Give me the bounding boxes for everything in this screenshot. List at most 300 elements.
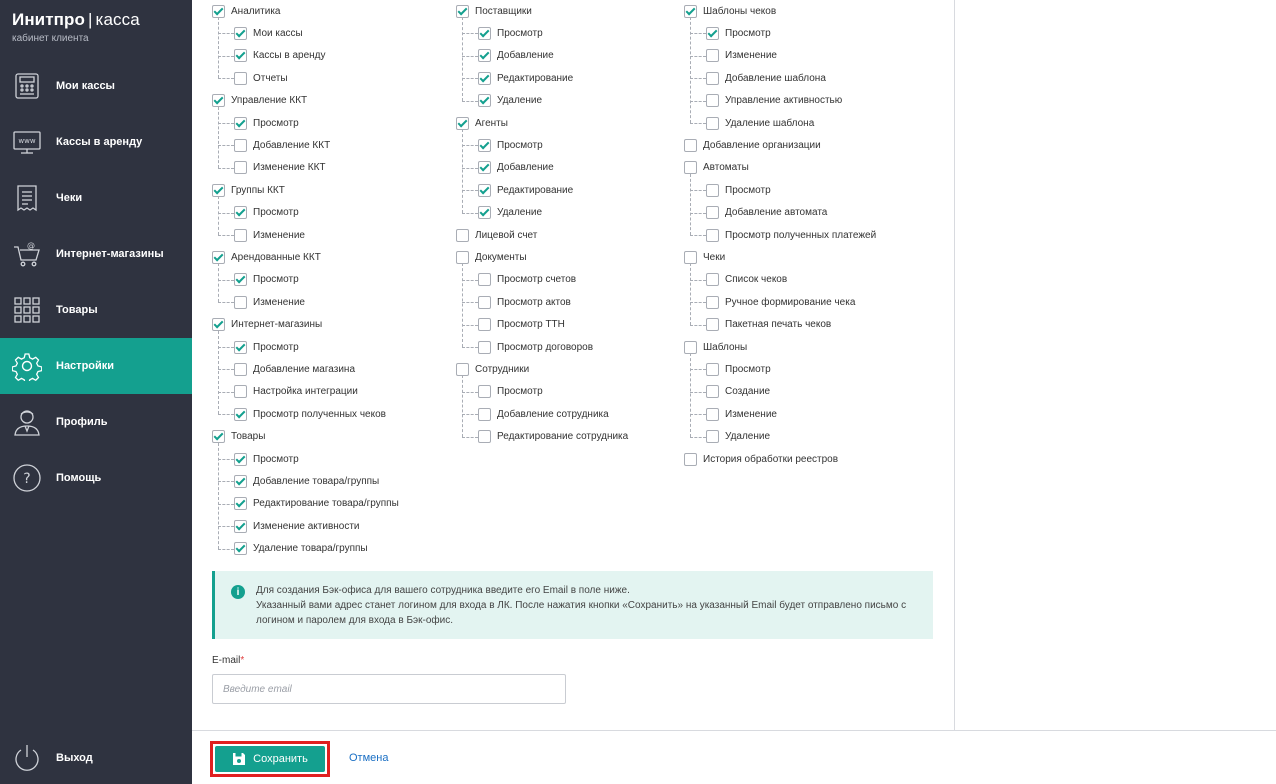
permission-checkbox-row[interactable] — [478, 134, 543, 156]
tree-branch — [218, 235, 234, 236]
permission-checkbox-row[interactable] — [478, 291, 571, 313]
permission-checkbox-row[interactable] — [234, 45, 326, 67]
permission-label: Ручное формирование чека — [725, 296, 856, 308]
cart-icon — [12, 239, 42, 269]
permission-label: Удаление шаблона — [725, 117, 815, 129]
checkbox[interactable] — [684, 251, 697, 264]
permission-checkbox-row[interactable] — [212, 426, 265, 448]
tree-branch — [690, 33, 706, 34]
permission-label: Редактирование товара/группы — [253, 498, 399, 510]
permission-label: Создание — [725, 386, 771, 398]
svg-text:www: www — [18, 137, 36, 145]
sidebar-item-online-stores[interactable] — [0, 226, 192, 282]
permission-checkbox-row[interactable] — [706, 269, 787, 291]
permission-checkbox-row[interactable] — [478, 90, 542, 112]
permission-label: Просмотр — [725, 184, 771, 196]
permission-checkbox-row[interactable] — [212, 179, 285, 201]
permission-checkbox-row[interactable] — [684, 0, 776, 22]
permission-checkbox-row[interactable] — [234, 134, 330, 156]
checkbox[interactable] — [212, 94, 225, 107]
permission-label: Удаление — [497, 95, 543, 107]
permission-checkbox-row[interactable] — [478, 336, 593, 358]
sidebar-item-settings[interactable] — [0, 338, 192, 394]
permission-checkbox-row[interactable] — [212, 246, 321, 268]
sidebar-item-label: Чеки — [56, 192, 83, 204]
permission-checkbox-row[interactable] — [706, 112, 814, 134]
permission-label: Шаблоны — [703, 341, 748, 353]
sidebar-item-label: Кассы в аренду — [56, 136, 143, 148]
svg-text:?: ? — [23, 471, 31, 487]
checkbox[interactable] — [456, 5, 469, 18]
power-icon — [12, 743, 42, 773]
permission-checkbox-row[interactable] — [478, 426, 628, 448]
tree-branch — [690, 280, 706, 281]
permission-checkbox-row[interactable] — [234, 448, 299, 470]
checkbox[interactable] — [212, 251, 225, 264]
sidebar-item-profile[interactable] — [0, 394, 192, 450]
tree-connector — [218, 331, 219, 415]
permission-checkbox-row[interactable] — [234, 381, 358, 403]
permission-label: Товары — [231, 431, 266, 443]
permission-label: Агенты — [475, 117, 508, 129]
checkbox[interactable] — [706, 430, 719, 443]
help-icon — [12, 463, 42, 493]
brand-separator: | — [88, 10, 93, 29]
permission-label: Лицевой счет — [475, 229, 538, 241]
checkbox[interactable] — [478, 27, 491, 40]
checkbox[interactable] — [234, 49, 247, 62]
permission-checkbox-row[interactable] — [234, 358, 355, 380]
permission-checkbox-row[interactable] — [234, 493, 399, 515]
checkbox[interactable] — [212, 184, 225, 197]
permission-label: Управление активностью — [725, 95, 843, 107]
checkbox[interactable] — [234, 229, 247, 242]
checkbox[interactable] — [478, 72, 491, 85]
permission-checkbox-row[interactable] — [706, 67, 826, 89]
tree-branch — [218, 145, 234, 146]
permission-label: Изменение — [253, 296, 305, 308]
permission-label: Настройка интеграции — [253, 386, 358, 398]
permission-label: Документы — [475, 251, 527, 263]
permission-label: Изменение — [253, 229, 305, 241]
permission-label: Просмотр — [253, 341, 299, 353]
sidebar-item-help[interactable] — [0, 450, 192, 506]
checkbox[interactable] — [478, 408, 491, 421]
info-line-2: Указанный вами адрес станет логином для входа в ЛК. После нажатия кнопки «Сохранить» на указанный Email будет отправлено письмо с логином и паролем для входа в Бэк-офис. — [256, 600, 907, 626]
tree-connector — [218, 196, 219, 235]
info-text — [256, 583, 926, 628]
tree-branch — [218, 33, 234, 34]
tree-branch — [462, 325, 478, 326]
checkbox[interactable] — [456, 251, 469, 264]
tree-branch — [218, 369, 234, 370]
checkbox[interactable] — [706, 184, 719, 197]
permission-checkbox-row[interactable] — [478, 67, 573, 89]
permission-checkbox-row[interactable] — [706, 202, 827, 224]
checkbox[interactable] — [478, 318, 491, 331]
permission-label: Редактирование сотрудника — [497, 431, 629, 443]
checkbox[interactable] — [234, 72, 247, 85]
permission-label: Просмотр — [497, 386, 543, 398]
permission-checkbox-row[interactable] — [212, 314, 322, 336]
tree-branch — [690, 392, 706, 393]
permission-checkbox-row[interactable] — [706, 224, 876, 246]
permission-checkbox-row[interactable] — [706, 426, 770, 448]
permission-checkbox-row[interactable] — [706, 291, 855, 313]
checkbox[interactable] — [706, 408, 719, 421]
permission-label: Просмотр счетов — [497, 274, 577, 286]
permission-checkbox-row[interactable] — [234, 291, 305, 313]
tree-branch — [690, 369, 706, 370]
tree-branch — [690, 56, 706, 57]
permission-label: Просмотр — [253, 207, 299, 219]
permission-label: Изменение — [725, 408, 777, 420]
tree-branch — [690, 235, 706, 236]
gear-icon — [12, 351, 42, 381]
permission-checkbox-row[interactable] — [684, 336, 747, 358]
checkbox[interactable] — [478, 161, 491, 174]
sidebar-item-receipts[interactable] — [0, 170, 192, 226]
www-monitor-icon — [12, 127, 42, 157]
tree-branch — [218, 504, 234, 505]
permission-label: Группы ККТ — [231, 184, 285, 196]
checkbox[interactable] — [478, 430, 491, 443]
permission-checkbox-row[interactable] — [478, 381, 543, 403]
checkbox[interactable] — [456, 229, 469, 242]
permission-label: Добавление — [497, 162, 554, 174]
permission-label: Просмотр — [253, 274, 299, 286]
tree-branch — [462, 347, 478, 348]
checkbox[interactable] — [234, 273, 247, 286]
permission-checkbox-row[interactable] — [234, 202, 299, 224]
cash-register-icon — [12, 71, 42, 101]
sidebar-item-label: Помощь — [56, 472, 102, 484]
tree-connector — [218, 17, 219, 78]
save-button-label: Сохранить — [253, 753, 308, 765]
permission-checkbox-row[interactable] — [684, 134, 821, 156]
checkbox[interactable] — [234, 341, 247, 354]
permission-checkbox-row[interactable] — [706, 314, 831, 336]
permission-checkbox-row[interactable] — [234, 336, 299, 358]
permission-checkbox-row[interactable] — [234, 470, 379, 492]
tree-branch — [690, 123, 706, 124]
permission-checkbox-row[interactable] — [478, 202, 542, 224]
tree-branch — [690, 437, 706, 438]
checkbox[interactable] — [212, 318, 225, 331]
checkbox[interactable] — [684, 341, 697, 354]
floppy-disk-icon — [232, 752, 246, 766]
tree-branch — [462, 190, 478, 191]
brand-subtitle: кабинет клиента — [12, 33, 89, 44]
permission-label: Просмотр — [725, 363, 771, 375]
permission-label: Добавление — [497, 50, 554, 62]
permission-label: Интернет-магазины — [231, 319, 323, 331]
permission-label: Изменение — [725, 50, 777, 62]
permission-label: Управление ККТ — [231, 95, 308, 107]
permission-checkbox-row[interactable] — [234, 157, 326, 179]
permission-label: Просмотр — [253, 117, 299, 129]
tree-branch — [690, 78, 706, 79]
brand-title — [12, 10, 140, 30]
checkbox[interactable] — [478, 49, 491, 62]
permission-checkbox-row[interactable] — [234, 269, 299, 291]
permission-label: Изменение активности — [253, 520, 360, 532]
panel-divider — [954, 0, 955, 730]
checkbox[interactable] — [234, 475, 247, 488]
permission-label: Список чеков — [725, 274, 788, 286]
permission-checkbox-row[interactable] — [456, 358, 529, 380]
permission-checkbox-row[interactable] — [456, 112, 508, 134]
permission-label: Чеки — [703, 251, 726, 263]
sidebar — [0, 0, 192, 784]
permission-checkbox-row[interactable] — [234, 22, 303, 44]
tree-branch — [218, 280, 234, 281]
permission-label: Мои кассы — [253, 27, 303, 39]
tree-branch — [462, 437, 478, 438]
sidebar-item-label: Настройки — [56, 360, 115, 372]
checkbox[interactable] — [706, 206, 719, 219]
checkbox[interactable] — [478, 139, 491, 152]
tree-branch — [218, 459, 234, 460]
checkbox[interactable] — [706, 318, 719, 331]
tree-branch — [462, 168, 478, 169]
permission-checkbox-row[interactable] — [684, 448, 838, 470]
permission-checkbox-row[interactable] — [478, 45, 554, 67]
brand-name: Инитпро — [12, 10, 85, 29]
tree-branch — [462, 280, 478, 281]
checkbox[interactable] — [684, 161, 697, 174]
permission-label: Добавление организации — [703, 139, 821, 151]
permission-label: Просмотр договоров — [497, 341, 594, 353]
permission-checkbox-row[interactable] — [706, 179, 771, 201]
checkbox[interactable] — [706, 229, 719, 242]
checkbox[interactable] — [234, 542, 247, 555]
permission-label: Пакетная печать чеков — [725, 319, 832, 331]
checkbox[interactable] — [234, 385, 247, 398]
checkbox[interactable] — [234, 453, 247, 466]
checkbox[interactable] — [706, 72, 719, 85]
tree-connector — [462, 129, 463, 213]
checkbox[interactable] — [706, 385, 719, 398]
checkbox[interactable] — [478, 296, 491, 309]
required-mark: * — [240, 655, 245, 666]
permission-checkbox-row[interactable] — [706, 381, 770, 403]
checkbox[interactable] — [706, 296, 719, 309]
permission-checkbox-row[interactable] — [456, 246, 527, 268]
tree-connector — [690, 174, 691, 235]
checkbox[interactable] — [706, 49, 719, 62]
brand-logo[interactable] — [12, 10, 140, 44]
permission-checkbox-row[interactable] — [706, 22, 771, 44]
email-field[interactable] — [212, 674, 566, 704]
sidebar-item-label: Интернет-магазины — [56, 248, 164, 260]
checkbox[interactable] — [234, 497, 247, 510]
tree-branch — [218, 56, 234, 57]
tree-branch — [462, 78, 478, 79]
checkbox[interactable] — [234, 139, 247, 152]
checkbox[interactable] — [684, 453, 697, 466]
permission-checkbox-row[interactable] — [478, 314, 565, 336]
checkbox[interactable] — [234, 206, 247, 219]
tree-branch — [218, 347, 234, 348]
checkbox[interactable] — [478, 273, 491, 286]
permission-label: Просмотр — [497, 27, 543, 39]
checkbox[interactable] — [212, 5, 225, 18]
permission-label: Редактирование — [497, 72, 574, 84]
tree-branch — [218, 123, 234, 124]
permission-label: Шаблоны чеков — [703, 5, 777, 17]
checkbox[interactable] — [234, 161, 247, 174]
checkbox[interactable] — [706, 363, 719, 376]
receipt-icon — [12, 183, 42, 213]
permission-checkbox-row[interactable] — [212, 0, 281, 22]
permission-label: Удаление товара/группы — [253, 543, 368, 555]
checkbox[interactable] — [706, 27, 719, 40]
tree-branch — [690, 101, 706, 102]
sidebar-item-label: Профиль — [56, 416, 108, 428]
checkbox[interactable] — [706, 117, 719, 130]
checkbox[interactable] — [706, 273, 719, 286]
permission-label: Добавление магазина — [253, 363, 356, 375]
tree-branch — [462, 414, 478, 415]
save-button[interactable] — [215, 746, 325, 772]
tree-branch — [218, 481, 234, 482]
tree-branch — [218, 392, 234, 393]
tree-branch — [218, 302, 234, 303]
tree-branch — [690, 414, 706, 415]
svg-text:@: @ — [27, 241, 35, 250]
checkbox[interactable] — [478, 385, 491, 398]
logout-button[interactable] — [0, 730, 192, 784]
checkbox[interactable] — [456, 363, 469, 376]
permission-checkbox-row[interactable] — [706, 403, 777, 425]
permission-checkbox-row[interactable] — [478, 403, 609, 425]
brand-product: касса — [95, 10, 140, 29]
permission-label: История обработки реестров — [703, 453, 839, 465]
permission-label: Добавление шаблона — [725, 72, 826, 84]
permission-checkbox-row[interactable] — [706, 90, 842, 112]
checkbox[interactable] — [478, 94, 491, 107]
permission-checkbox-row[interactable] — [478, 22, 543, 44]
permission-label: Добавление товара/группы — [253, 475, 380, 487]
permission-checkbox-row[interactable] — [706, 358, 771, 380]
tree-branch — [690, 190, 706, 191]
permission-checkbox-row[interactable] — [478, 269, 576, 291]
permission-label: Добавление сотрудника — [497, 408, 609, 420]
permission-checkbox-row[interactable] — [478, 179, 573, 201]
permission-label: Удаление — [725, 431, 771, 443]
permission-label: Просмотр — [725, 27, 771, 39]
permission-checkbox-row[interactable] — [456, 224, 537, 246]
checkbox[interactable] — [234, 520, 247, 533]
permission-label: Изменение ККТ — [253, 162, 326, 174]
tree-branch — [462, 213, 478, 214]
email-label — [212, 655, 244, 666]
permission-checkbox-row[interactable] — [234, 67, 288, 89]
permission-checkbox-row[interactable] — [234, 403, 386, 425]
logout-label: Выход — [56, 752, 93, 764]
permission-checkbox-row[interactable] — [234, 538, 368, 560]
permission-label: Аналитика — [231, 5, 281, 17]
permission-label: Просмотр актов — [497, 296, 571, 308]
tree-branch — [462, 392, 478, 393]
checkbox[interactable] — [478, 184, 491, 197]
tree-connector — [218, 107, 219, 168]
checkbox[interactable] — [234, 296, 247, 309]
tree-branch — [218, 526, 234, 527]
tree-branch — [690, 325, 706, 326]
permission-checkbox-row[interactable] — [234, 224, 305, 246]
tree-connector — [690, 353, 691, 437]
cancel-link[interactable]: Отмена — [349, 752, 389, 764]
checkbox[interactable] — [706, 94, 719, 107]
tree-branch — [462, 56, 478, 57]
checkbox[interactable] — [234, 408, 247, 421]
permission-label: Добавление ККТ — [253, 139, 331, 151]
permission-label: Удаление — [497, 207, 543, 219]
tree-branch — [462, 302, 478, 303]
permission-label: Просмотр полученных платежей — [725, 229, 877, 241]
permission-label: Арендованные ККТ — [231, 251, 321, 263]
permission-checkbox-row[interactable] — [212, 90, 307, 112]
permission-label: Отчеты — [253, 72, 288, 84]
sidebar-item-my-cash-registers[interactable] — [0, 58, 192, 114]
tree-branch — [462, 145, 478, 146]
permission-label: Просмотр ТТН — [497, 319, 565, 331]
permission-label: Сотрудники — [475, 363, 530, 375]
sidebar-item-label: Товары — [56, 304, 98, 316]
permission-checkbox-row[interactable] — [456, 0, 532, 22]
checkbox[interactable] — [234, 363, 247, 376]
checkbox[interactable] — [234, 27, 247, 40]
checkbox[interactable] — [456, 117, 469, 130]
checkbox[interactable] — [684, 5, 697, 18]
tree-connector — [462, 263, 463, 347]
checkbox[interactable] — [478, 341, 491, 354]
permission-label: Редактирование — [497, 184, 574, 196]
permission-checkbox-row[interactable] — [684, 157, 749, 179]
tree-branch — [218, 78, 234, 79]
tree-branch — [218, 549, 234, 550]
email-label-text: E-mail — [212, 655, 241, 666]
checkbox[interactable] — [234, 117, 247, 130]
checkbox[interactable] — [684, 139, 697, 152]
tree-branch — [462, 101, 478, 102]
tree-branch — [218, 213, 234, 214]
permission-checkbox-row[interactable] — [478, 157, 554, 179]
permission-label: Поставщики — [475, 5, 532, 17]
permission-label: Просмотр — [497, 139, 543, 151]
permission-label: Автоматы — [703, 162, 749, 174]
tree-connector — [690, 263, 691, 324]
tree-branch — [218, 168, 234, 169]
grid-icon — [12, 295, 42, 325]
info-notice — [212, 571, 933, 639]
tree-branch — [690, 302, 706, 303]
permission-label: Кассы в аренду — [253, 50, 326, 62]
permission-checkbox-row[interactable] — [706, 45, 777, 67]
sidebar-item-label: Мои кассы — [56, 80, 115, 92]
tree-branch — [218, 414, 234, 415]
sidebar-item-products[interactable] — [0, 282, 192, 338]
permission-checkbox-row[interactable] — [234, 515, 360, 537]
permission-checkbox-row[interactable] — [234, 112, 299, 134]
checkbox[interactable] — [212, 430, 225, 443]
permission-label: Просмотр — [253, 453, 299, 465]
checkbox[interactable] — [478, 206, 491, 219]
info-icon: i — [231, 585, 245, 599]
sidebar-item-rental-registers[interactable] — [0, 114, 192, 170]
